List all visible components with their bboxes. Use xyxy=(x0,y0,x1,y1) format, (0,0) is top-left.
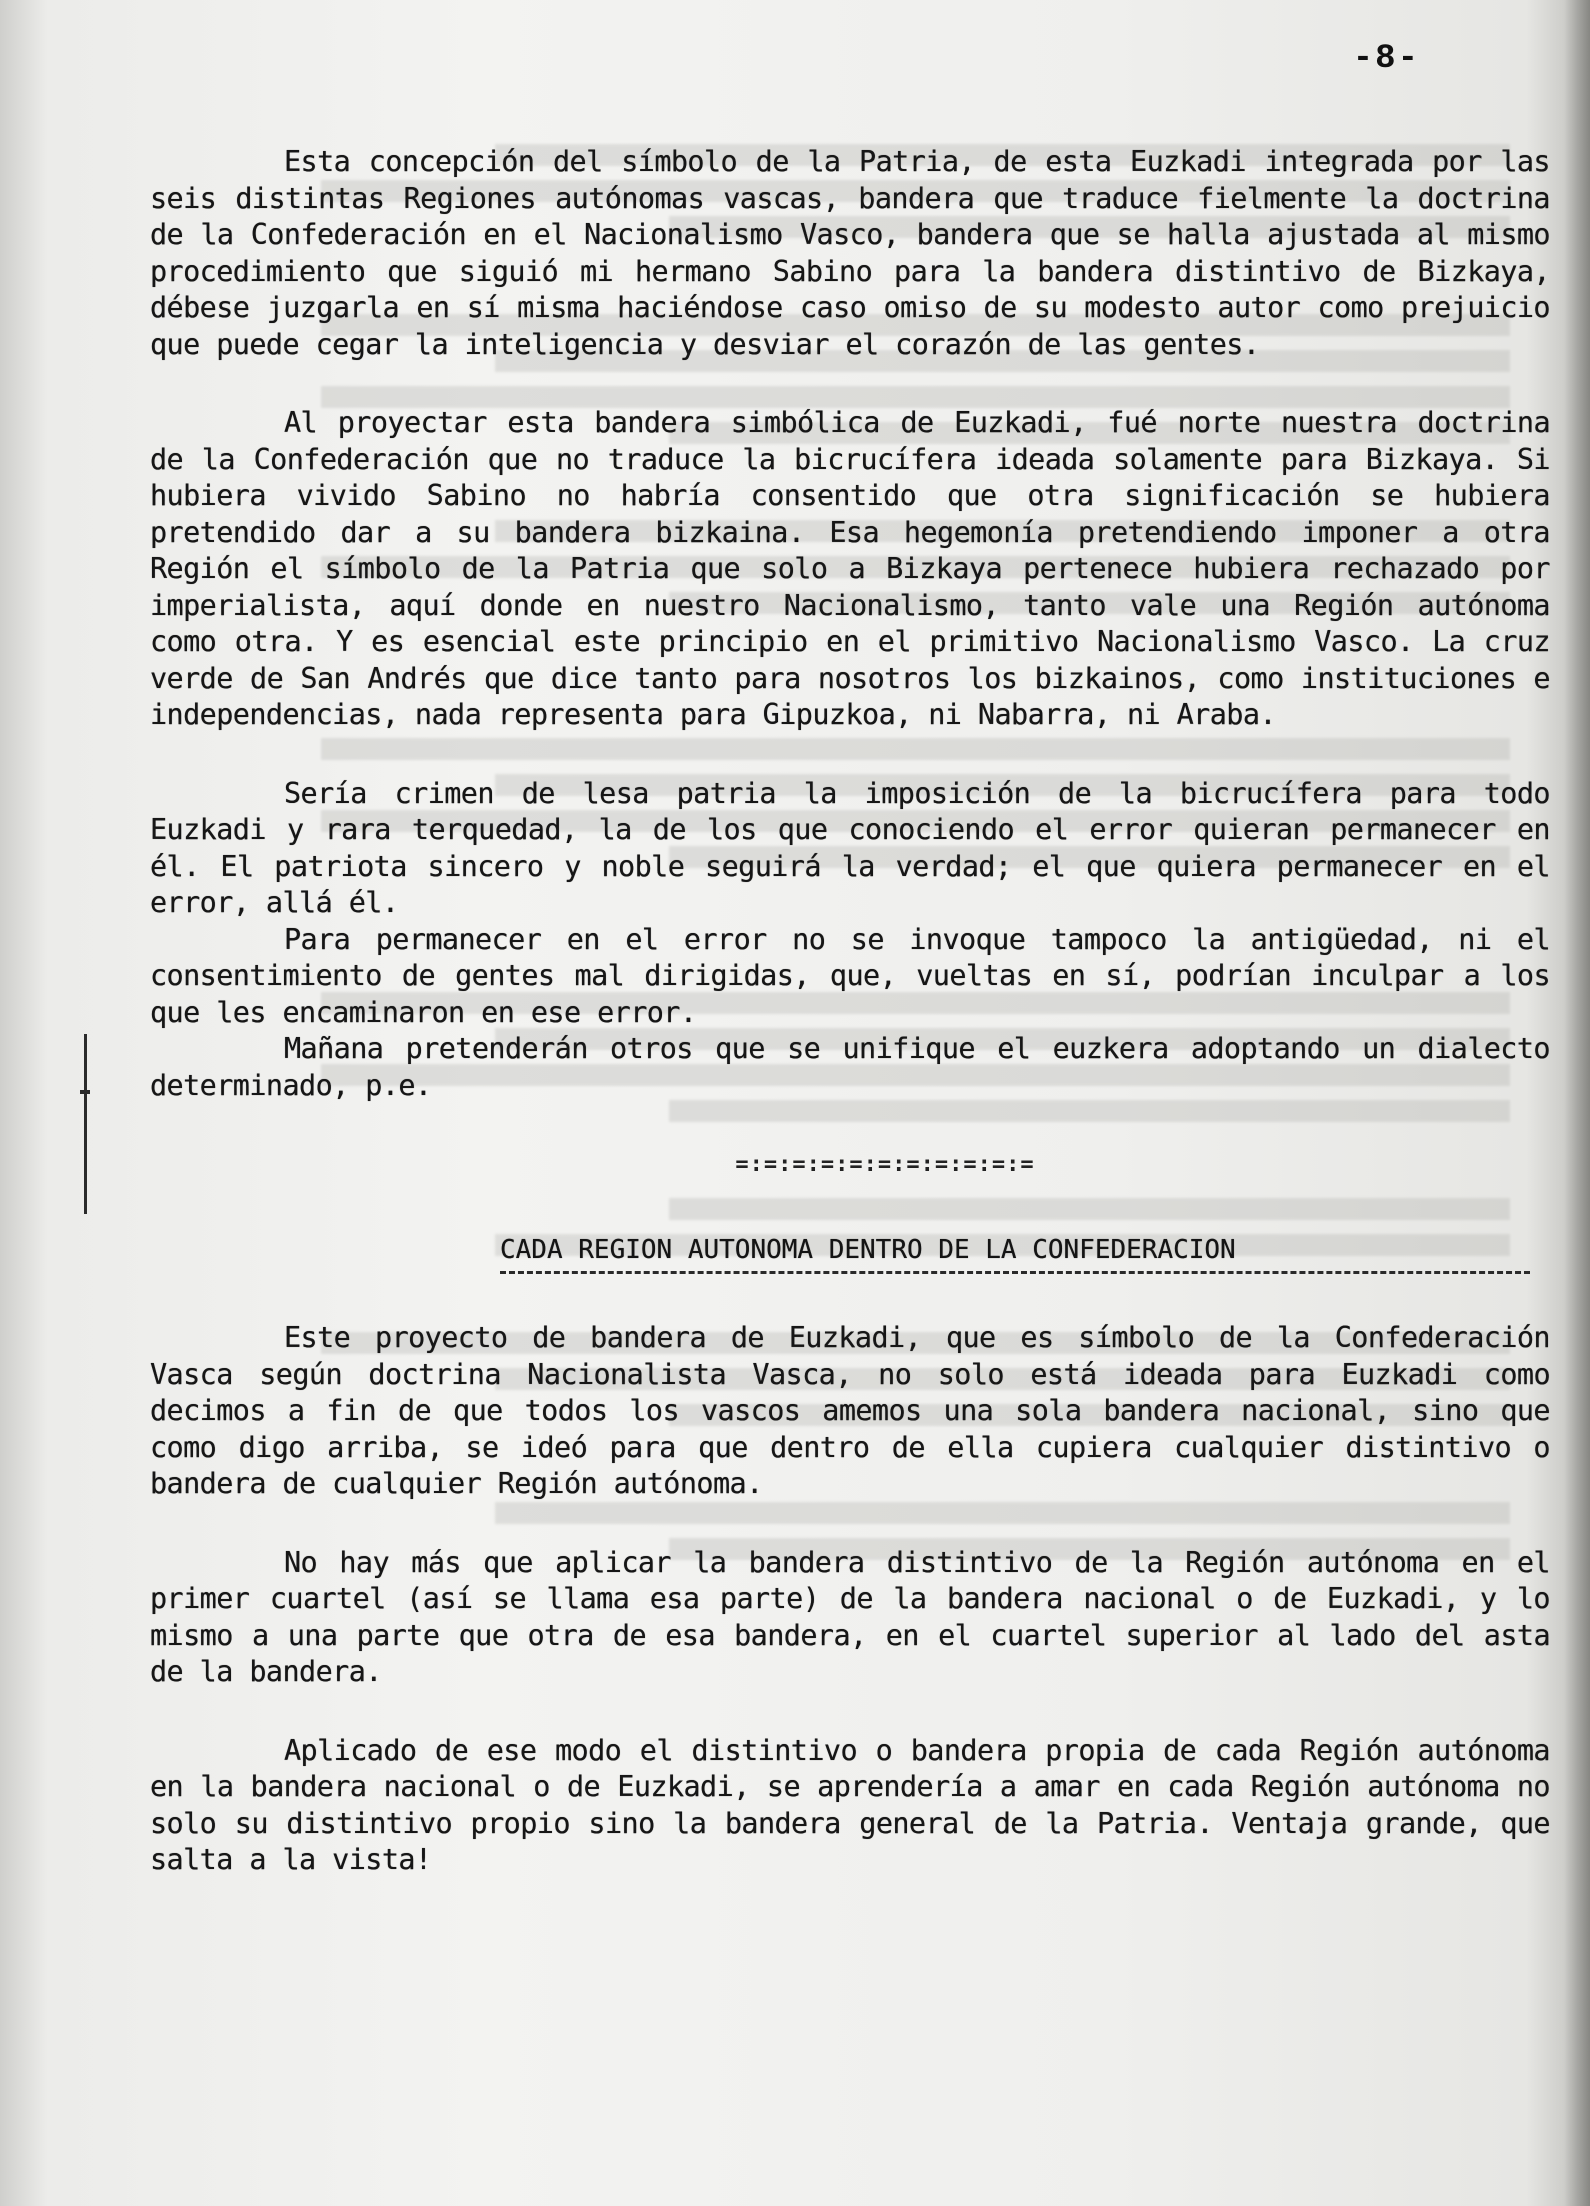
section-heading-block xyxy=(500,1235,1540,1274)
section-heading: CADA REGION AUTONOMA DENTRO DE LA CONFEDERACION xyxy=(500,1235,1236,1265)
paragraph-symbol-concept: Esta concepción del símbolo de la Patria, de esta Euzkadi integrada por las seis distintas Regiones autónomas vascas, bandera que traduce fielmente la doctrina de la Confederación en el Nacionalismo Vasco, bandera que se halla ajustada al mismo procedimiento que siguió mi hermano Sabino para la bandera distintivo de Bizkaya, débese juzgarla en sí misma haciéndose caso omiso de su modesto autor como prejuicio que puede cegar la inteligencia y desviar el corazón de las gentes. xyxy=(150,145,1550,361)
margin-pencil-tick xyxy=(80,1090,90,1094)
paragraph-lesa-patria: Sería crimen de lesa patria la imposición de la bicrucífera para todo Euzkadi y rara terquedad, la de los que conociendo el error quieran permanecer en él. El patriota sincero y noble seguirá la verdad; el que quiera permanecer en el error, allá él. xyxy=(150,776,1550,919)
page-number: -8- xyxy=(1352,40,1420,78)
paragraph-euzkera: Mañana pretenderán otros que se unifique el euzkera adoptando un dialecto determinado, p.e. xyxy=(150,1032,1550,1102)
paragraph-flag-project: Al proyectar esta bandera simbólica de Euzkadi, fué norte nuestra doctrina de la Confederación que no traduce la bicrucífera ideada solamente para Bizkaya. Si hubiera vivido Sabino no habría consentido que otra significación se hubiera pretendido dar a su bandera bizkaina. Esa hegemonía pretendiendo imponer a otra Región el símbolo de la Patria que solo a Bizkaya pertenece hubiera rechazado por imperialista, aquí donde en nuestro Nacionalismo, tanto vale una Región autónoma como otra. Y es esencial este principio en el primitivo Nacionalismo Vasco. La cruz verde de San Andrés que dice tanto para nosotros los bizkainos, como instituciones e independencias, nada representa para Gipuzkoa, ni Nabarra, ni Araba. xyxy=(150,406,1550,731)
page-edge-shadow xyxy=(1564,0,1590,2206)
document-body xyxy=(150,144,1550,1921)
paragraph-antiguedad: Para permanecer en el error no se invoque tampoco la antigüedad, ni el consentimiento de gentes mal dirigidas, que, vueltas en sí, podrían inculpar a los que les encaminaron en ese error. xyxy=(150,922,1550,1029)
heading-underline xyxy=(500,1271,1530,1274)
section-separator: =:=:=:=:=:=:=:=:=:=:= xyxy=(735,1152,1035,1177)
paragraph-ventaja: Aplicado de ese modo el distintivo o bandera propia de cada Región autónoma en la bandera nacional o de Euzkadi, se aprendería a amar en cada Región autónoma no solo su distintivo propio sino la bandera general de la Patria. Ventaja grande, que salta a la vista! xyxy=(150,1733,1550,1876)
paragraph-confederacion: Este proyecto de bandera de Euzkadi, que es símbolo de la Confederación Vasca según doctrina Nacionalista Vasca, no solo está ideada para Euzkadi como decimos a fin de que todos los vascos amemos una sola bandera nacional, sino que como digo arriba, se ideó para que dentro de ella cupiera cualquier distintivo o bandera de cualquier Región autónoma. xyxy=(150,1321,1550,1500)
paragraph-primer-cuartel: No hay más que aplicar la bandera distintivo de la Región autónoma en el primer cuartel (así se llama esa parte) de la bandera nacional o de Euzkadi, y lo mismo a una parte que otra de esa bandera, en el cuartel superior al lado del asta de la bandera. xyxy=(150,1545,1550,1688)
margin-pencil-mark xyxy=(84,1034,87,1214)
